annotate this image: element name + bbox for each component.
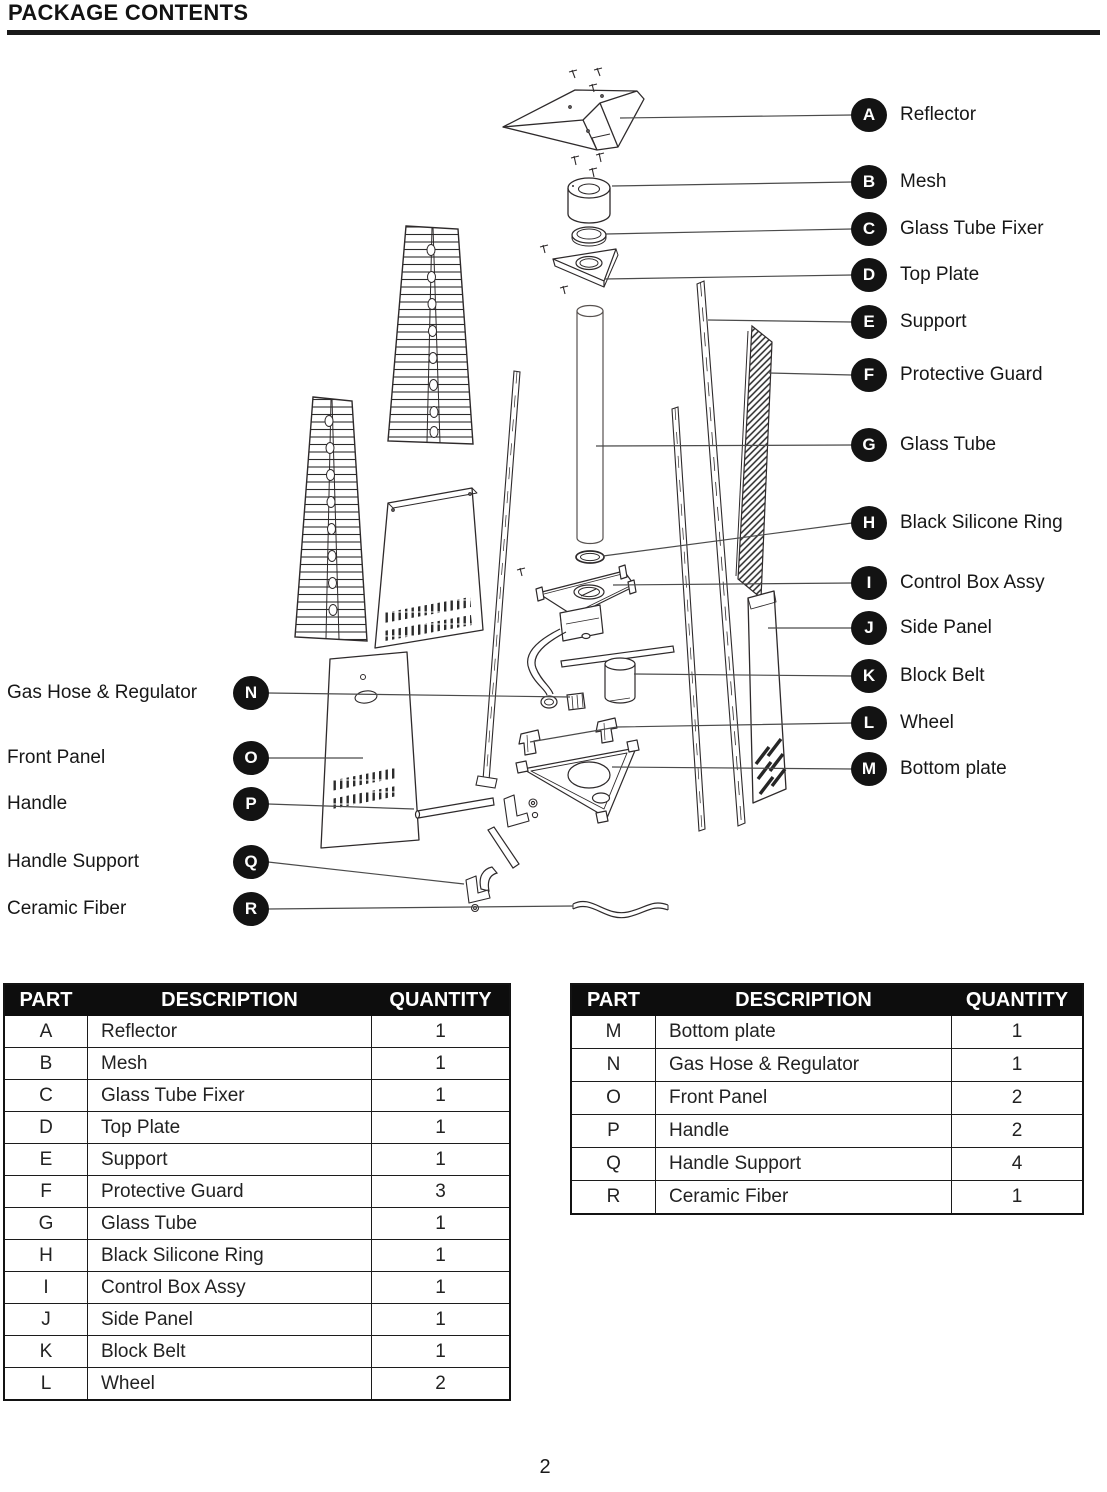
glass-tube-drawing [577, 306, 603, 544]
table-row-J [4, 1304, 510, 1336]
description-cell: Handle Support [656, 1148, 952, 1181]
leader-line-A [620, 115, 852, 118]
bottom-plate-drawing [516, 740, 639, 823]
part-label-K: Block Belt [900, 665, 985, 686]
column-header-part: PART [571, 984, 656, 1016]
description-cell: Glass Tube Fixer [88, 1080, 372, 1112]
callout-badge-H: H [851, 506, 887, 540]
callout-badge-D: D [851, 258, 887, 292]
part-cell: A [4, 1016, 88, 1048]
callout-badge-F: F [851, 358, 887, 392]
description-cell: Mesh [88, 1048, 372, 1080]
callout-badge-B: B [851, 165, 887, 199]
description-cell: Block Belt [88, 1336, 372, 1368]
description-cell: Support [88, 1144, 372, 1176]
quantity-cell: 2 [372, 1368, 511, 1401]
gas-hose-regulator-drawing [528, 629, 585, 710]
quantity-cell: 1 [372, 1048, 511, 1080]
quantity-cell: 3 [372, 1176, 511, 1208]
protective-guard-2 [295, 397, 367, 641]
callout-badge-R: R [233, 892, 269, 926]
handle-drawing [416, 798, 520, 891]
callout-badge-P: P [233, 787, 269, 821]
parts-table-left [3, 983, 511, 1401]
column-header-quantity: QUANTITY [372, 984, 511, 1016]
title-underline [7, 30, 1100, 35]
table-row-K [4, 1336, 510, 1368]
table-row-E [4, 1144, 510, 1176]
description-cell: Wheel [88, 1368, 372, 1401]
silicone-ring-drawing [576, 551, 604, 563]
table-row-Q [571, 1148, 1083, 1181]
table-row-L [4, 1368, 510, 1401]
screws-drawing [517, 68, 604, 576]
leader-line-C [606, 229, 852, 234]
table-header-row [4, 984, 510, 1016]
part-label-P: Handle [7, 793, 68, 814]
part-label-G: Glass Tube [900, 434, 997, 455]
description-cell: Control Box Assy [88, 1272, 372, 1304]
quantity-cell: 1 [372, 1272, 511, 1304]
reflector-drawing [503, 90, 644, 150]
table-row-M [571, 1016, 1083, 1049]
part-cell: P [571, 1115, 656, 1148]
control-box-drawing [536, 565, 636, 641]
part-cell: M [571, 1016, 656, 1049]
quantity-cell: 1 [372, 1112, 511, 1144]
protective-guard-1 [388, 226, 473, 444]
front-panel-1 [375, 488, 483, 648]
part-label-J: Side Panel [900, 617, 992, 638]
part-label-I: Control Box Assy [900, 572, 1045, 593]
leader-lines [268, 115, 852, 909]
part-cell: G [4, 1208, 88, 1240]
table-row-F [4, 1176, 510, 1208]
description-cell: Top Plate [88, 1112, 372, 1144]
callout-badge-A: A [851, 98, 887, 132]
leader-line-D [604, 275, 852, 279]
table-row-C [4, 1080, 510, 1112]
leader-line-M [612, 767, 852, 769]
page-number: 2 [539, 1456, 551, 1478]
callout-badge-J: J [851, 611, 887, 645]
callout-badge-M: M [851, 752, 887, 786]
protective-guard-3 [736, 326, 772, 598]
table-row-D [4, 1112, 510, 1144]
part-label-L: Wheel [900, 712, 954, 733]
description-cell: Glass Tube [88, 1208, 372, 1240]
quantity-cell: 2 [952, 1082, 1084, 1115]
mesh-drawing [568, 178, 610, 223]
column-header-quantity: QUANTITY [952, 984, 1084, 1016]
callout-badge-K: K [851, 659, 887, 693]
page-title: PACKAGE CONTENTS [8, 0, 249, 25]
table-header-row [571, 984, 1083, 1016]
handle-support-1 [504, 795, 538, 827]
description-cell: Side Panel [88, 1304, 372, 1336]
front-panel-drawing [321, 488, 483, 848]
ceramic-fiber-drawing [573, 901, 668, 917]
part-label-N: Gas Hose & Regulator [7, 682, 198, 703]
table-row-I [4, 1272, 510, 1304]
part-cell: L [4, 1368, 88, 1401]
quantity-cell: 1 [372, 1080, 511, 1112]
table-row-A [4, 1016, 510, 1048]
leader-line-E [708, 320, 852, 322]
part-cell: I [4, 1272, 88, 1304]
callout-badge-I: I [851, 566, 887, 600]
description-cell: Black Silicone Ring [88, 1240, 372, 1272]
column-header-description: DESCRIPTION [656, 984, 952, 1016]
quantity-cell: 1 [372, 1208, 511, 1240]
quantity-cell: 1 [952, 1016, 1084, 1049]
leader-line-N [268, 693, 570, 697]
quantity-cell: 2 [952, 1115, 1084, 1148]
wheel-drawing [519, 718, 617, 755]
quantity-cell: 1 [952, 1181, 1084, 1215]
part-cell: C [4, 1080, 88, 1112]
table-row-N [571, 1049, 1083, 1082]
leader-line-G [596, 445, 852, 446]
part-label-A: Reflector [900, 104, 977, 125]
description-cell: Handle [656, 1115, 952, 1148]
callout-badge-C: C [851, 212, 887, 246]
callout-badge-E: E [851, 305, 887, 339]
leader-line-B [612, 182, 852, 186]
support-rails-drawing [476, 281, 745, 831]
table-row-B [4, 1048, 510, 1080]
part-label-C: Glass Tube Fixer [900, 218, 1044, 239]
description-cell: Gas Hose & Regulator [656, 1049, 952, 1082]
callout-badge-Q: Q [233, 845, 269, 879]
callout-badge-G: G [851, 428, 887, 462]
part-label-F: Protective Guard [900, 364, 1043, 385]
description-cell: Bottom plate [656, 1016, 952, 1049]
leader-line-F [769, 373, 852, 375]
quantity-cell: 1 [952, 1049, 1084, 1082]
leader-line-L [530, 723, 852, 742]
part-label-Q: Handle Support [7, 851, 140, 872]
parts-table-right [570, 983, 1084, 1215]
side-panel-drawing [748, 591, 786, 803]
part-label-D: Top Plate [900, 264, 980, 285]
leader-line-H [603, 523, 852, 556]
part-cell: B [4, 1048, 88, 1080]
leader-line-R [268, 906, 573, 909]
leader-line-P [268, 804, 414, 809]
column-header-part: PART [4, 984, 88, 1016]
leader-line-I [613, 583, 852, 585]
part-cell: J [4, 1304, 88, 1336]
callout-badge-O: O [233, 741, 269, 775]
part-cell: D [4, 1112, 88, 1144]
part-label-R: Ceramic Fiber [7, 898, 127, 919]
part-label-M: Bottom plate [900, 758, 1007, 779]
part-label-B: Mesh [900, 171, 947, 192]
description-cell: Reflector [88, 1016, 372, 1048]
part-cell: F [4, 1176, 88, 1208]
table-row-P [571, 1115, 1083, 1148]
table-row-R [571, 1181, 1083, 1215]
leader-line-Q [268, 862, 464, 884]
handle-support-2 [466, 876, 490, 912]
description-cell: Protective Guard [88, 1176, 372, 1208]
handle-support-drawing [466, 795, 538, 912]
part-cell: R [571, 1181, 656, 1215]
front-panel-2 [321, 652, 419, 848]
quantity-cell: 4 [952, 1148, 1084, 1181]
quantity-cell: 1 [372, 1336, 511, 1368]
part-label-H: Black Silicone Ring [900, 512, 1063, 533]
part-cell: E [4, 1144, 88, 1176]
description-cell: Ceramic Fiber [656, 1181, 952, 1215]
callout-badge-L: L [851, 706, 887, 740]
quantity-cell: 1 [372, 1144, 511, 1176]
part-label-O: Front Panel [7, 747, 106, 768]
wheel-2 [596, 718, 617, 743]
part-cell: N [571, 1049, 656, 1082]
column-header-description: DESCRIPTION [88, 984, 372, 1016]
leader-line-K [634, 674, 852, 676]
part-cell: O [571, 1082, 656, 1115]
quantity-cell: 1 [372, 1016, 511, 1048]
wheel-1 [519, 730, 540, 755]
quantity-cell: 1 [372, 1240, 511, 1272]
top-plate-drawing [553, 249, 618, 287]
description-cell: Front Panel [656, 1082, 952, 1115]
part-cell: K [4, 1336, 88, 1368]
callout-badge-N: N [233, 676, 269, 710]
part-label-E: Support [900, 311, 967, 332]
table-row-H [4, 1240, 510, 1272]
part-cell: H [4, 1240, 88, 1272]
glass-tube-fixer-drawing [572, 227, 606, 246]
quantity-cell: 1 [372, 1304, 511, 1336]
block-belt-drawing [561, 646, 674, 703]
protective-guard-drawing [295, 226, 772, 641]
table-row-O [571, 1082, 1083, 1115]
table-row-G [4, 1208, 510, 1240]
part-cell: Q [571, 1148, 656, 1181]
